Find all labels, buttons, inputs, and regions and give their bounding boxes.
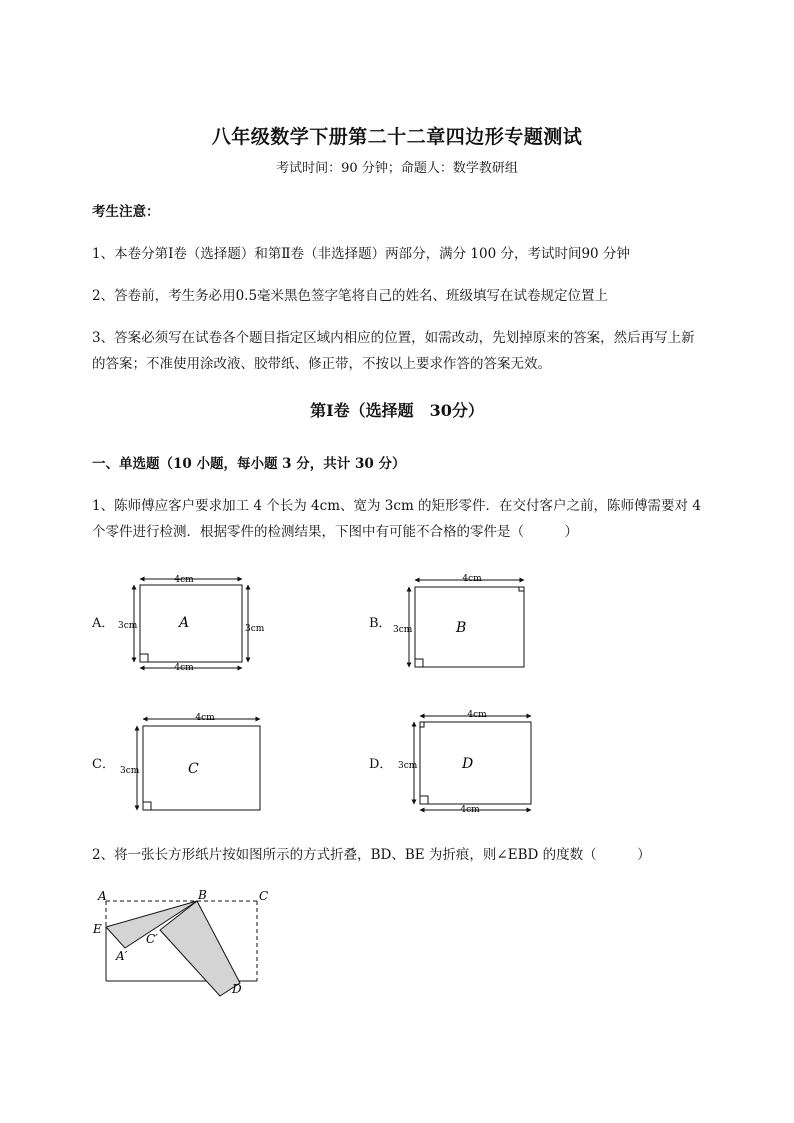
point-e-label: E [93, 922, 102, 936]
question-1-line-1: 1、陈师傅应客户要求加工 4 个长为 4cm、宽为 3cm 的矩形零件．在交付客户之前，陈师傅需要对 4 [92, 498, 701, 514]
point-a-label: A [98, 889, 107, 903]
figure-b [409, 580, 524, 667]
figure-a [134, 579, 248, 668]
notice-item-2: 2、答卷前，考生务必用0.5毫米黑色签字笔将自己的姓名、班级填写在试卷规定位置上 [92, 288, 609, 304]
option-a-width: 3cm [118, 621, 138, 631]
point-d-label: D [232, 982, 242, 996]
option-d-width: 3cm [398, 761, 418, 771]
notice-item-3-line-2: 的答案；不准使用涂改液、胶带纸、修正带，不按以上要求作答的答案无效。 [92, 356, 551, 372]
option-a-length: 4cm [174, 575, 194, 585]
option-b-length: 4cm [462, 574, 482, 584]
notice-heading: 考生注意： [92, 204, 160, 220]
option-b-letter: B [456, 620, 467, 636]
exam-subtitle: 考试时间：90 分钟；命题人：数学教研组 [276, 161, 518, 176]
point-b-label: B [198, 888, 207, 902]
question-2-text: 2、将一张长方形纸片按如图所示的方式折叠，BD、BE 为折痕，则∠EBD 的度数（ ） [92, 847, 651, 863]
notice-item-3-line-1: 3、答案必须写在试卷各个题目指定区域内相应的位置，如需改动，先划掉原来的答案，然后再写上新 [92, 330, 695, 346]
option-a-label[interactable]: A． [92, 616, 115, 631]
option-c-width: 3cm [120, 766, 140, 776]
page-title: 八年级数学下册第二十二章四边形专题测试 [211, 126, 583, 148]
part-heading: 一、单选题（10 小题，每小题 3 分，共计 30 分） [92, 456, 406, 472]
point-c-prime-label: C′ [146, 932, 158, 946]
option-c-length: 4cm [195, 713, 215, 723]
option-a-width-right: 3cm [245, 624, 265, 634]
option-a-letter: A [179, 615, 190, 631]
option-b-width: 3cm [393, 625, 413, 635]
notice-item-1: 1、本卷分第Ⅰ卷（选择题）和第Ⅱ卷（非选择题）两部分，满分 100 分，考试时间90 分钟 [92, 246, 630, 262]
point-c-label: C [259, 889, 269, 903]
option-a-length-bottom: 4cm [174, 663, 194, 673]
question-1-line-2: 个零件进行检测．根据零件的检测结果，下图中有可能不合格的零件是（ ） [92, 524, 578, 540]
option-d-letter: D [462, 756, 474, 772]
option-d-length: 4cm [467, 710, 487, 720]
option-d-length-bottom: 4cm [460, 805, 480, 815]
option-c-label[interactable]: C． [92, 757, 115, 772]
point-a-prime-label: A′ [116, 949, 128, 963]
option-d-label[interactable]: D． [369, 757, 393, 772]
section-title: 第Ⅰ卷（选择题 30分） [310, 401, 484, 420]
option-c-letter: C [188, 761, 199, 777]
option-b-label[interactable]: B． [369, 616, 392, 631]
